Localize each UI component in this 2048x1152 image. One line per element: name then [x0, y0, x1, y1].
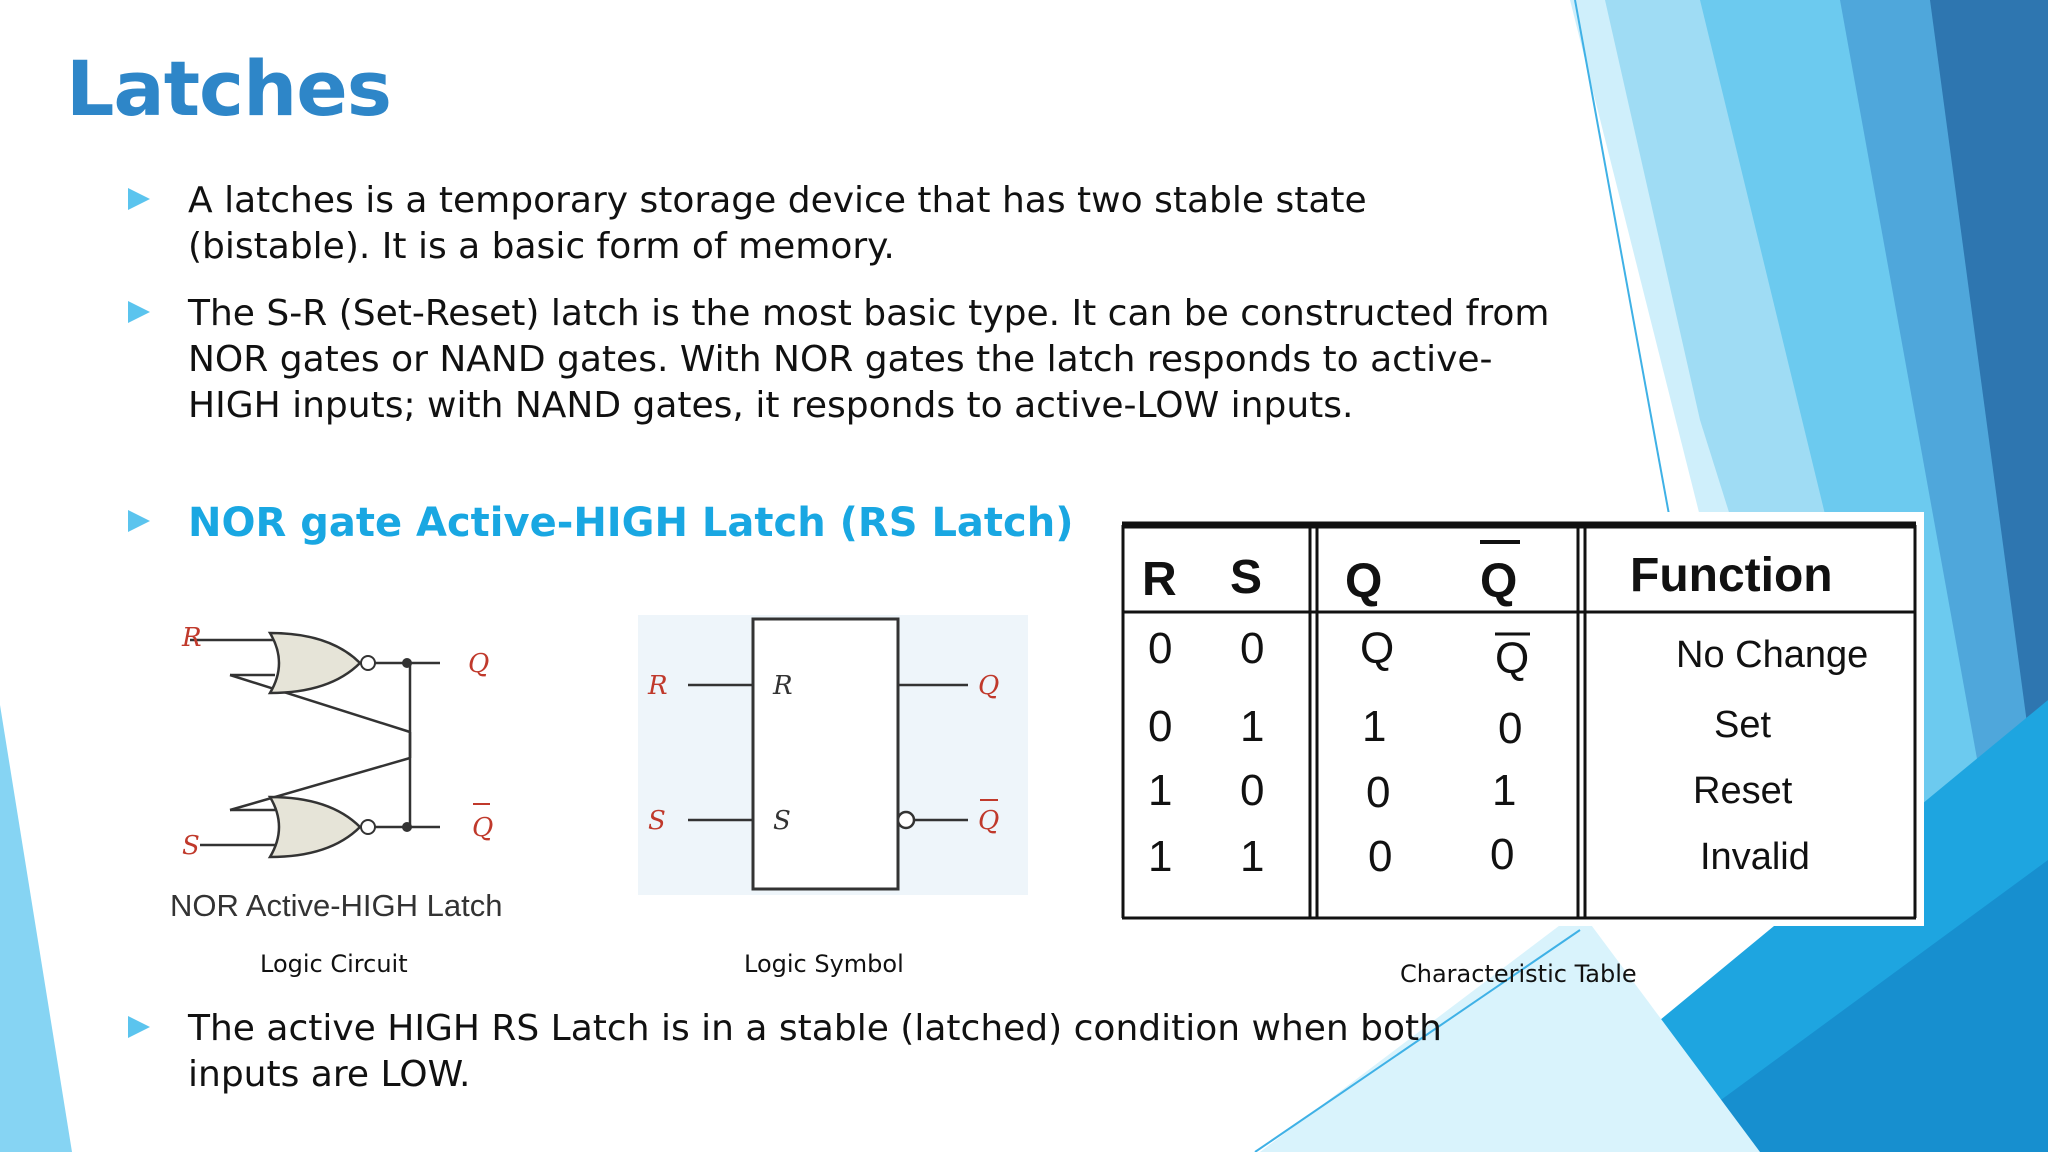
- bullet-arrow-icon: [128, 188, 150, 210]
- bullet-text: The S-R (Set-Reset) latch is the most basic type. It can be constructed from NOR gates or NAND gates. With NOR gates the latch responds to active-HIGH inputs; with NAND gates, it responds to active-LOW inputs.: [188, 293, 1550, 426]
- table-cell: 0: [1490, 830, 1515, 879]
- bullet-text: A latches is a temporary storage device that has two stable state (bistable). It is a basic form of memory.: [188, 180, 1367, 267]
- circuit-input-r: R: [182, 623, 202, 653]
- table-cell: Q: [1360, 624, 1395, 673]
- table-header-function: Function: [1630, 549, 1833, 602]
- table-cell: 1: [1492, 766, 1517, 815]
- bullet-arrow-icon: [128, 301, 150, 323]
- table-header-s: S: [1230, 551, 1263, 604]
- table-cell-function: No Change: [1676, 634, 1869, 676]
- nor-latch-circuit-diagram: [170, 610, 550, 880]
- table-cell-function: Reset: [1693, 770, 1793, 812]
- symbol-output-q: Q: [978, 671, 1000, 701]
- table-caption: Characteristic Table: [1400, 960, 1637, 988]
- table-cell: 1: [1148, 832, 1173, 881]
- bullet-text: The active HIGH RS Latch is in a stable (latched) condition when both inputs are LOW.: [188, 1008, 1442, 1095]
- table-cell: 0: [1148, 624, 1173, 673]
- bullet-arrow-icon: [128, 1016, 150, 1038]
- bullet-arrow-icon: [128, 510, 150, 532]
- section-heading-text: NOR gate Active-HIGH Latch (RS Latch): [188, 500, 1074, 546]
- table-cell: 0: [1368, 832, 1393, 881]
- symbol-output-qbar: Q: [978, 806, 1000, 836]
- circuit-output-qbar: Q: [472, 813, 494, 843]
- table-cell: 0: [1148, 702, 1173, 751]
- table-header-qbar: Q: [1480, 555, 1518, 608]
- table-cell: 1: [1148, 766, 1173, 815]
- circuit-label: NOR Active-HIGH Latch: [170, 888, 503, 923]
- table-cell: 0: [1498, 704, 1523, 753]
- table-cell: 1: [1240, 702, 1265, 751]
- table-cell: 1: [1362, 702, 1387, 751]
- table-header-q: Q: [1345, 555, 1383, 608]
- symbol-input-s: S: [648, 806, 666, 836]
- table-cell: 1: [1240, 832, 1265, 881]
- table-cell-function: Set: [1714, 704, 1772, 746]
- table-cell: Q: [1495, 634, 1530, 683]
- symbol-input-r: R: [648, 671, 668, 701]
- table-cell: 0: [1366, 768, 1391, 817]
- symbol-box-r: R: [773, 671, 793, 701]
- table-cell-function: Invalid: [1700, 836, 1810, 878]
- sr-latch-logic-symbol: [638, 615, 1028, 895]
- table-cell: 0: [1240, 624, 1265, 673]
- table-cell: 0: [1240, 766, 1265, 815]
- symbol-caption: Logic Symbol: [744, 950, 904, 978]
- characteristic-table: [1120, 512, 1924, 926]
- circuit-input-s: S: [182, 831, 200, 861]
- circuit-caption: Logic Circuit: [260, 950, 408, 978]
- symbol-box-s: S: [773, 806, 791, 836]
- page-title: Latches: [66, 44, 391, 133]
- table-header-r: R: [1142, 553, 1177, 606]
- circuit-output-q: Q: [468, 649, 490, 679]
